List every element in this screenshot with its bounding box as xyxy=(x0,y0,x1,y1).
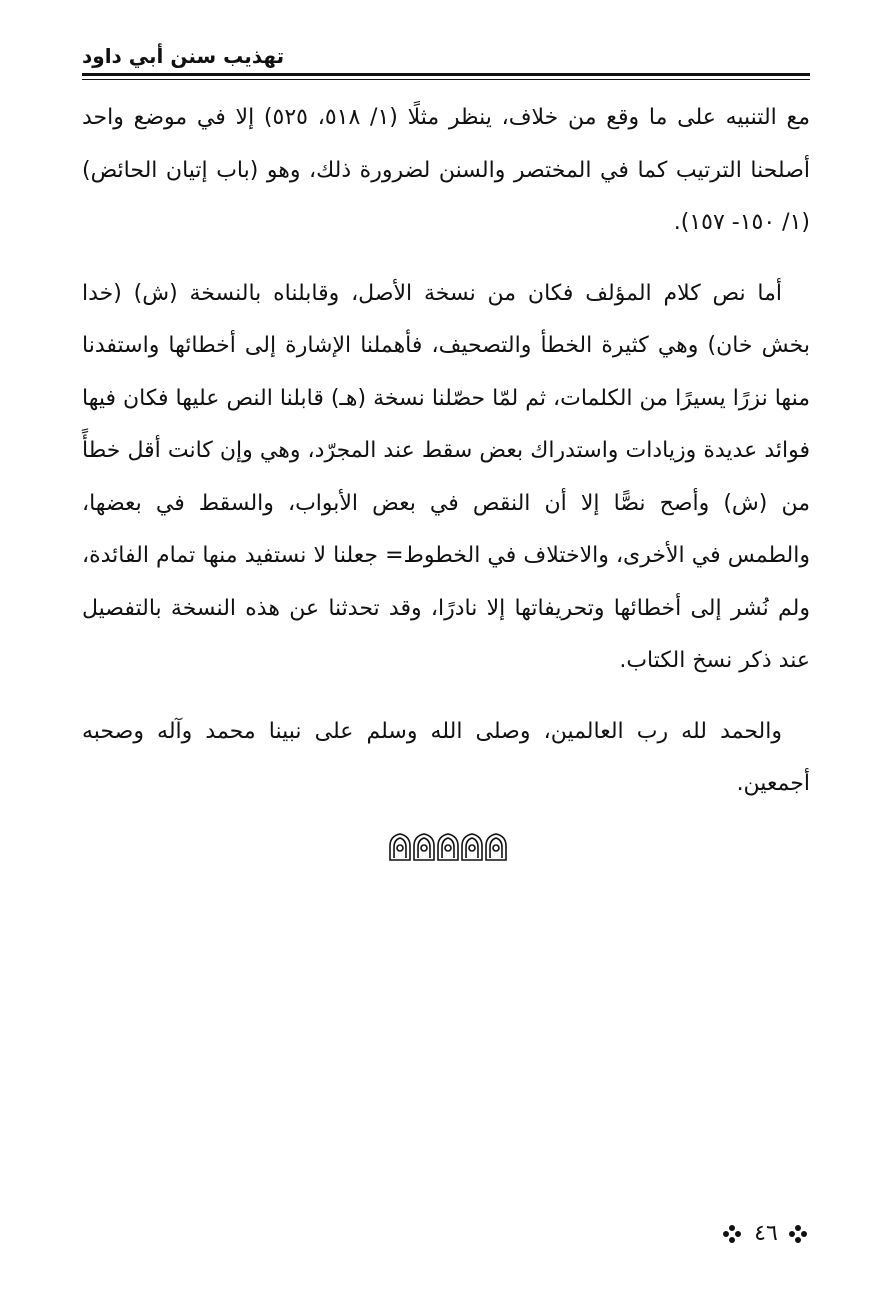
page-footer xyxy=(722,1220,812,1250)
header-rule-thick xyxy=(82,73,810,76)
header-rule-thin xyxy=(82,79,810,80)
paragraph-2: أما نص كلام المؤلف فكان من نسخة الأصل، وقابلناه بالنسخة (ش) (خدا بخش خان) وهي كثيرة الخطأ والتصحيف، فأهملنا الإشارة إلى أخطائها واستفدنا منها نزرًا يسيرًا من الكلمات، ثم لمّا حصّلنا نسخة (هـ) قابلنا النص عليها فكان فيها فوائد عديدة وزيادات واستدراك بعض سقط عند المجرّد، وهي وإن كانت أقل خطأً من (ش) وأصح نصًّا إلا أن النقص في بعض الأبواب، والسقط في بعضها، والطمس في الأخرى، والاختلاف في الخطوط= جعلنا لا نستفيد منها تمام الفائدة، ولم نُشر إلى أخطائها وتحريفاتها إلا نادرًا، وقد تحدثنا عن هذه النسخة بالتفصيل عند ذكر نسخ الكتاب. xyxy=(82,280,810,673)
page-body xyxy=(82,92,810,811)
page-number: ٤٦ xyxy=(754,1221,778,1246)
paragraph-1: مع التنبيه على ما وقع من خلاف، ينظر مثلًا (١/ ٥١٨، ٥٢٥) إلا في موضع واحد أصلحنا الترتيب كما في المختصر والسنن لضرورة ذلك، وهو (باب إتيان الحائض) (١/ ١٥٠- ١٥٧). xyxy=(82,105,811,235)
running-header xyxy=(82,42,810,82)
book-title: تهذيب سنن أبي داود xyxy=(82,44,285,68)
floral-divider-icon xyxy=(386,832,510,862)
paragraph-3: والحمد لله رب العالمين، وصلى الله وسلم على نبينا محمد وآله وصحبه أجمعين. xyxy=(82,718,810,796)
flower-ornament-icon xyxy=(722,1224,742,1244)
flower-ornament-icon xyxy=(788,1224,808,1244)
